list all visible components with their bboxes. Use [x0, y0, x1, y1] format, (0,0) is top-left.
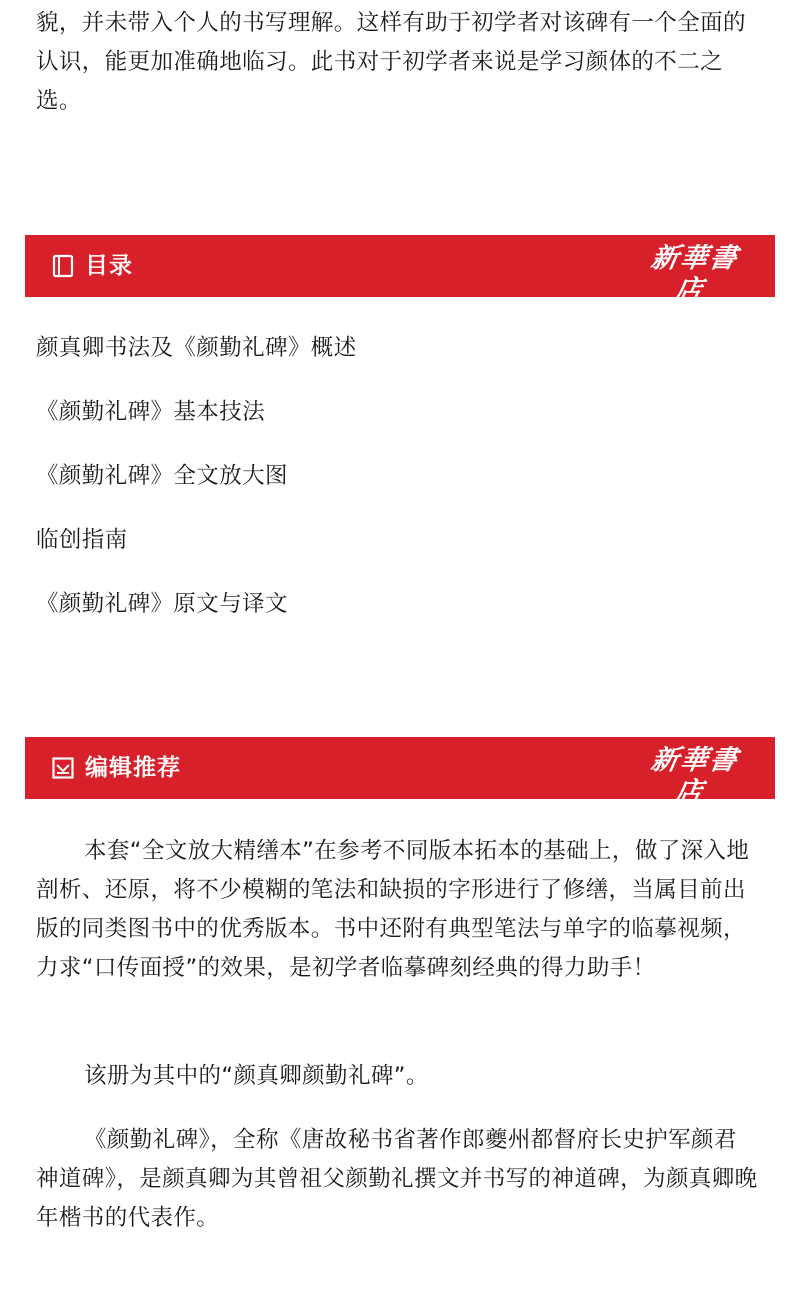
toc-item: 《颜勤礼碑》基本技法 — [36, 399, 266, 425]
editor-section-title: 编辑推荐 — [85, 755, 181, 781]
toc-section-banner — [25, 235, 775, 315]
toc-item: 《颜勤礼碑》原文与译文 — [36, 591, 288, 617]
intro-paragraph: 貌，并未带入个人的书写理解。这样有助于初学者对该碑有一个全面的认识，能更加准确地临习。此书对于初学者来说是学习颜体的不二之选。 — [36, 10, 746, 114]
brand-subtitle: XINHUA BOOKSTORE — [642, 308, 742, 315]
editor-section-banner — [25, 737, 775, 817]
book-icon — [51, 254, 75, 278]
toc-item: 临创指南 — [36, 527, 128, 553]
xinhua-bookstore-logo — [637, 243, 747, 315]
toc-item: 颜真卿书法及《颜勤礼碑》概述 — [36, 335, 357, 361]
xinhua-bookstore-logo — [637, 745, 747, 817]
editor-paragraph: 本套“全文放大精缮本”在参考不同版本拓本的基础上，做了深入地剖析、还原，将不少模糊的笔法和缺损的字形进行了修缮，当属目前出版的同类图书中的优秀版本。书中还附有典型笔法与单字的临摹视频，力求“口传面授”的效果，是初学者临摹碑刻经典的得力助手！ — [36, 838, 750, 981]
toc-item: 《颜勤礼碑》全文放大图 — [36, 463, 288, 489]
brand-subtitle: XINHUA BOOKSTORE — [642, 810, 742, 817]
editor-paragraph: 该册为其中的“颜真卿颜勤礼碑”。 — [84, 1063, 429, 1089]
editor-paragraph: 《颜勤礼碑》，全称《唐故秘书省著作郎夔州都督府长史护军颜君神道碑》，是颜真卿为其曾祖父颜勤礼撰文并书写的神道碑，为颜真卿晚年楷书的代表作。 — [36, 1127, 758, 1231]
image-frame-icon — [51, 756, 75, 780]
toc-section-title: 目录 — [85, 253, 133, 279]
brand-script: 新華書店 — [648, 243, 742, 306]
brand-script: 新華書店 — [648, 745, 742, 808]
